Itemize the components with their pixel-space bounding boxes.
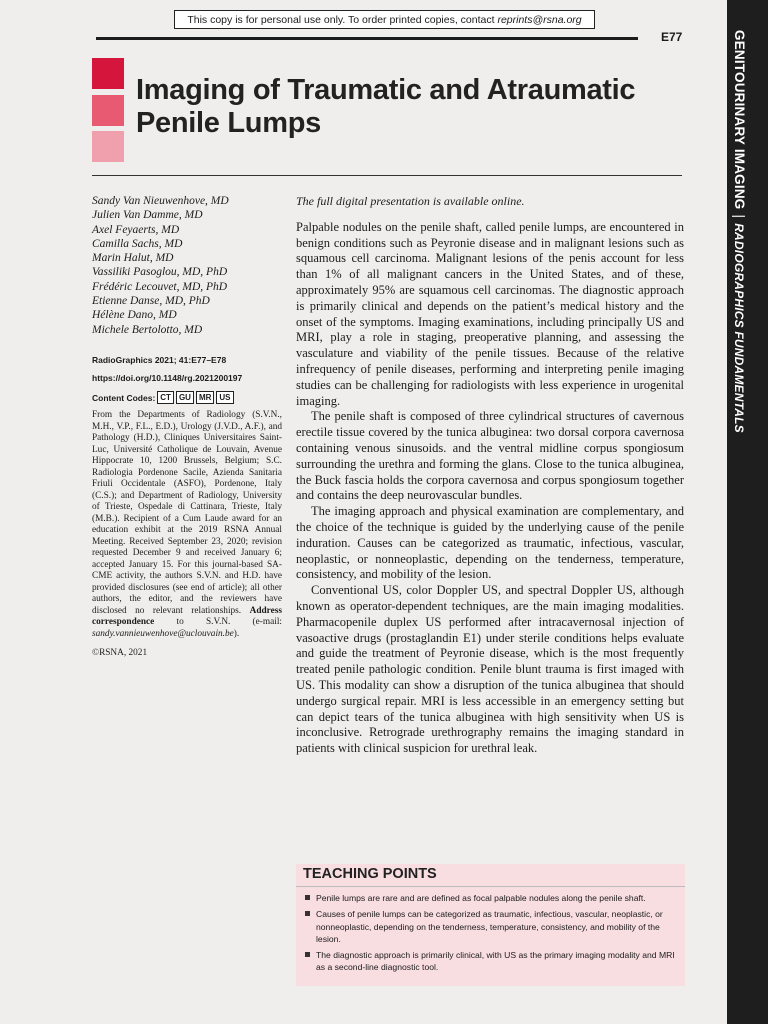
accent-square-light <box>92 131 124 162</box>
sidebar-section: GENITOURINARY IMAGING <box>732 30 747 210</box>
article-title: Imaging of Traumatic and Atraumatic Penile Lumps <box>136 74 636 139</box>
copyright: ©RSNA, 2021 <box>92 648 148 658</box>
correspondence-label: Address correspondence <box>92 605 282 627</box>
author: Hélène Dano, MD <box>92 309 177 322</box>
teaching-point-text: Penile lumps are rare and are defined as focal palpable nodules along the penile shaft. <box>316 893 646 903</box>
notice-prefix: This copy is for personal use only. To order printed copies, contact <box>187 14 498 26</box>
accent-square-mid <box>92 95 124 126</box>
teaching-point <box>303 908 675 945</box>
sidebar-subsection: RADIOGRAPHICS FUNDAMENTALS <box>732 223 746 433</box>
author: Sandy Van Nieuwenhove, MD <box>92 195 229 207</box>
square-bullet-icon <box>305 952 310 957</box>
body-paragraph: Conventional US, color Doppler US, and spectral Doppler US, although known as operator-dependent techniques, are the main imaging modalities. Pharmacopenile duplex US performed after intracavernosal injection of vasoactive drugs (prostaglandin E1) under sterile conditions helps evaluate and guide the treatment of Peyronie disease, which is the most frequently treated penile pathologic condition. Penile blunt trauma is first imaged with US. This modality can show a disruption of the tunica albuginea that should undergo surgical repair. MRI is less accessible in an emergency setting but can depict tears of the tunica albuginea with high sensitivity when US is inconclusive. Retrograde urethrography remains the imaging standard in patients with clinical suspicion for urethral leak. <box>296 583 684 756</box>
square-bullet-icon <box>305 895 310 900</box>
author: Julien Van Damme, MD <box>92 209 203 222</box>
teaching-point-text: Causes of penile lumps can be categorized as traumatic, infectious, vascular, neoplastic, or nonneoplastic, depending on the tenderness, temperature, consistency, and mobility of the lesion. <box>316 909 663 944</box>
correspondence-text: to S.V.N. (e-mail: <box>154 617 282 627</box>
header-rule <box>96 37 638 40</box>
correspondence-end: ). <box>233 628 240 639</box>
sidebar-label <box>732 30 747 433</box>
author: Marin Halut, MD <box>92 252 174 265</box>
affiliation-text: From the Departments of Radiology (S.V.N., M.H., V.P., F.L., E.D.), Urology (J.V.D., A.F.), and Pathology (H.D.), Cliniques Universitaires Saint-Luc, Université Catholique de Louvain, Avenue Hippocrate 10, 1200 Brussels, Belgium; S.C. Radiologia Pordenone Sacile, Azienda Sanitaria Friuli Occidentale (ASFO), Pordenone, Italy (C.S.); and Department of Radiology, University of Trieste, Ospedale di Cattinara, Trieste, Italy (M.B.). Recipient of a Cum Laude award for an education exhibit at the 2019 RSNA Annual Meeting. Received September 23, 2020; revision requested December 9 and received January 6; accepted January 15. For this journal-based SA-CME activity, the authors S.V.N. and H.D. have provided disclosures (see end of article); all other authors, the editor, and the reviewers have disclosed no relevant relationships. <box>92 410 282 616</box>
title-rule <box>92 175 682 176</box>
author: Axel Feyaerts, MD <box>92 223 180 236</box>
content-code-badge: MR <box>196 391 214 404</box>
author: Etienne Danse, MD, PhD <box>92 295 210 308</box>
square-bullet-icon <box>305 911 310 916</box>
doi-link[interactable]: https://doi.org/10.1148/rg.2021200197 <box>92 373 243 383</box>
author: Camilla Sachs, MD <box>92 237 183 250</box>
teaching-points-rule <box>296 886 685 887</box>
author-list <box>92 194 282 337</box>
content-code-badge: US <box>216 391 233 404</box>
copyright-notice <box>174 10 595 29</box>
journal-citation: RadioGraphics 2021; 41:E77–E78 <box>92 355 227 365</box>
page-number: E77 <box>661 30 683 44</box>
affiliations <box>92 410 282 640</box>
article-body <box>296 194 684 757</box>
content-codes <box>92 391 282 404</box>
teaching-points-heading: TEACHING POINTS <box>303 866 437 882</box>
accent-square-dark <box>92 58 124 89</box>
teaching-point <box>303 949 675 974</box>
content-codes-label: Content Codes: <box>92 392 156 403</box>
notice-email[interactable]: reprints@rsna.org <box>497 14 582 26</box>
body-paragraph: The penile shaft is composed of three cylindrical structures of cavernous erectile tissue covered by the tunica albuginea: two dorsal corpora cavernosa containing venous sinusoids. and the ventral midline corpus spongiosum surrounding the urethra and forming the glans. Close to the tunica albuginea, the Buck fascia holds the corpora cavernosa and corpus spongiosum together and contains the deep neurovascular bundles. <box>296 409 684 503</box>
teaching-point <box>303 892 675 904</box>
author: Vassiliki Pasoglou, MD, PhD <box>92 266 228 279</box>
author: Frédéric Lecouvet, MD, PhD <box>92 280 228 293</box>
content-code-badge: CT <box>157 391 174 404</box>
body-paragraph: Palpable nodules on the penile shaft, called penile lumps, are encountered in benign conditions such as Peyronie disease and in malignant lesions such as squamous cell carcinoma. Malignant lesions of the penis account for less than 1% of all malignant cancers in the United States, and of these, approximately 95% are squamous cell carcinomas. The diagnostic approach is primarily clinical and depends on the patient’s medical history and the onset of the symptoms. Imaging examinations, including principally US and MRI, play a role in staging, preoperative planning, and assessing the vasculature and viability of the penile tissues. Because of the relative infrequency of penile diseases, performing and interpreting penile imaging studies can be challenging for radiologists with less experience in urogenital imaging. <box>296 219 684 408</box>
author: Michele Bertolotto, MD <box>92 323 203 336</box>
teaching-point-text: The diagnostic approach is primarily clinical, with US as the primary imaging modality and MRI as a second-line diagnostic tool. <box>316 950 675 973</box>
teaching-points-list <box>303 892 675 978</box>
correspondence-email[interactable]: sandy.vannieuwenhove@uclouvain.be <box>92 628 234 639</box>
sidebar-separator: | <box>732 214 747 219</box>
content-code-badge: GU <box>176 391 194 404</box>
intro-note: The full digital presentation is available online. <box>296 194 525 208</box>
article-meta <box>92 355 282 658</box>
body-paragraph: The imaging approach and physical examination are complementary, and the choice of the technique is guided by the underlying cause of the penile induration. Causes can be categorized as traumatic, infectious, vascular, neoplastic, or nonneoplastic, depending on the tenderness, temperature, consistency, and mobility of the lesion. <box>296 504 684 582</box>
